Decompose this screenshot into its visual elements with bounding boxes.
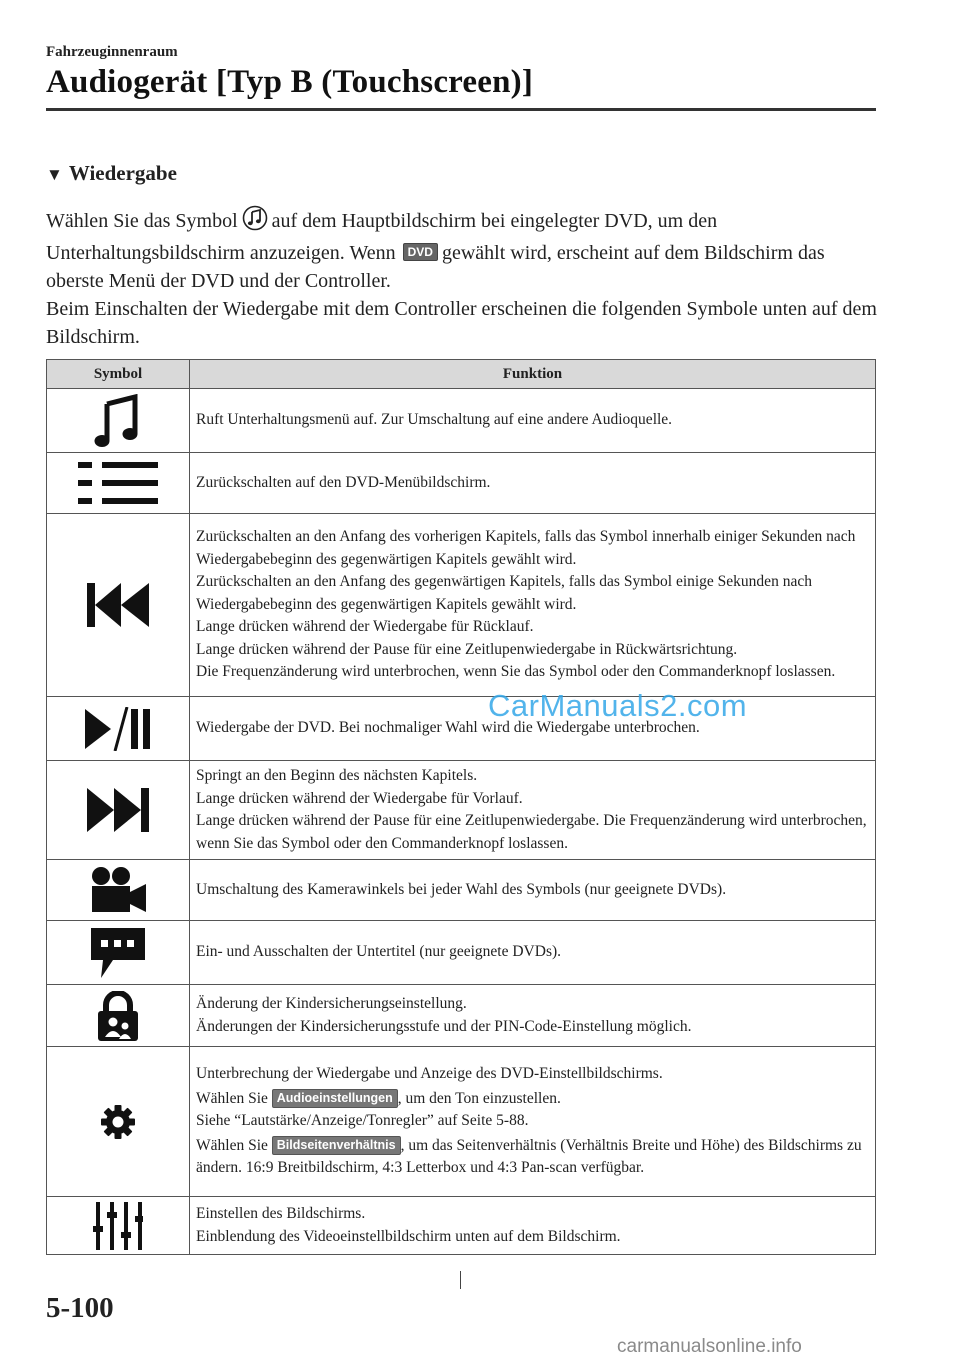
- dvd-button-label: DVD: [403, 243, 438, 261]
- intro-paragraph-1: [46, 205, 886, 295]
- video-camera-icon: [88, 881, 148, 898]
- symbol-column-header: Symbol: [47, 360, 190, 389]
- function-text: Einblendung des Videoeinstellbildschirm unten auf dem Bildschirm.: [196, 1227, 621, 1245]
- function-text-part: Wählen Sie: [196, 1136, 268, 1154]
- function-text: Lange drücken während der Pause für eine Zeitlupenwiedergabe. Die Frequenzänderung wird unterbrochen, wenn Sie das Symbol oder den Commanderknopf loslassen.: [196, 812, 867, 852]
- function-text: Änderungen der Kindersicherungsstufe und der PIN-Code-Einstellung möglich.: [196, 1017, 692, 1035]
- symbol-function-table: [46, 359, 876, 1255]
- symbol-cell: [47, 761, 190, 860]
- function-cell: [190, 761, 876, 860]
- function-text: [196, 1088, 869, 1111]
- intro-paragraph-2: Beim Einschalten der Wiedergabe mit dem Controller erscheinen die folgenden Symbole unten auf dem Bildschirm.: [46, 298, 877, 348]
- function-text: Siehe “Lautstärke/Anzeige/Tonregler” auf Seite 5-88.: [196, 1112, 529, 1130]
- list-menu-icon: [78, 474, 158, 491]
- function-text: Springt an den Beginn des nächsten Kapitels.: [196, 767, 478, 784]
- function-cell: [190, 985, 876, 1047]
- table-row: [47, 985, 876, 1047]
- center-mark: [460, 1271, 461, 1289]
- table-row: [47, 514, 876, 697]
- aspect-ratio-button-label: Bildseitenverhältnis: [272, 1136, 401, 1155]
- function-text: Umschaltung des Kamerawinkels bei jeder Wahl des Symbols (nur geeignete DVDs).: [196, 880, 727, 898]
- gear-icon: [101, 1112, 135, 1129]
- function-text: Wiedergabe der DVD. Bei nochmaliger Wahl wird die Wiedergabe unterbrochen.: [196, 719, 700, 737]
- symbol-cell: [47, 453, 190, 514]
- table-row: [47, 697, 876, 761]
- function-text-part: , um den Ton einzustellen.: [397, 1089, 561, 1107]
- table-header-row: [47, 360, 876, 389]
- watermark-text: CarManuals2.com: [488, 688, 748, 723]
- function-text: Zurückschalten auf den DVD-Menübildschirm.: [196, 473, 491, 491]
- symbol-cell: [47, 514, 190, 697]
- function-text: Änderung der Kindersicherungseinstellung.: [196, 995, 467, 1012]
- symbol-cell: [47, 697, 190, 761]
- function-column-header: Funktion: [190, 360, 876, 389]
- function-text: Lange drücken während der Wiedergabe für Vorlauf.: [196, 789, 523, 807]
- function-text-part: , um das Seitenverhältnis (Verhältnis Breite und Höhe) des Bildschirms zu ändern. 16:9 Breitbildschirm, 4:3 Letterbox und 4:3 Pan-scan verfügbar.: [196, 1136, 862, 1177]
- table-row: [47, 1047, 876, 1197]
- function-cell: [190, 453, 876, 514]
- function-text: Zurückschalten an den Anfang des vorherigen Kapitels, falls das Symbol innerhalb einiger Sekunden nach Wiedergabebeginn des gegenwärtigen Kapitels gewählt wird.: [196, 528, 856, 568]
- function-text: Lange drücken während der Pause für eine Zeitlupenwiedergabe in Rückwärtsrichtung.: [196, 640, 738, 658]
- function-text: Die Frequenzänderung wird unterbrochen, wenn Sie das Symbol oder den Commanderknopf loslassen.: [196, 663, 836, 681]
- function-text: [196, 1135, 869, 1180]
- intro-text-a: Wählen Sie das Symbol: [46, 210, 238, 232]
- symbol-cell: [47, 1197, 190, 1255]
- function-text: Einstellen des Bildschirms.: [196, 1205, 366, 1222]
- function-text: Ein- und Ausschalten der Untertitel (nur geeignete DVDs).: [196, 943, 562, 961]
- title-rule: [46, 108, 876, 111]
- function-cell: [190, 921, 876, 985]
- table-row: [47, 453, 876, 514]
- intro-text-b: auf dem Hauptbildschirm bei eingelegter DVD, um den Unterhaltungsbildschirm anzuzeigen. Wenn: [46, 210, 718, 264]
- function-cell: [190, 1047, 876, 1197]
- table-row: [47, 860, 876, 921]
- triangle-bullet-icon: ▼: [46, 165, 63, 184]
- function-text: Zurückschalten an den Anfang des gegenwärtigen Kapitels, falls das Symbol einige Sekunden nach Wiedergabebeginn des gegenwärtigen Kapitels gewählt wird.: [196, 573, 812, 613]
- table-row: [47, 921, 876, 985]
- table-row: [47, 389, 876, 453]
- function-cell: [190, 514, 876, 697]
- intro-text: [46, 205, 886, 351]
- parental-lock-icon: [96, 1006, 140, 1023]
- page-number: 5-100: [46, 1292, 114, 1324]
- table-row: [47, 1197, 876, 1255]
- section-label: Fahrzeuginnenraum: [46, 44, 178, 60]
- subtitle-icon: [91, 943, 145, 960]
- symbol-cell: [47, 921, 190, 985]
- subheading: [46, 161, 177, 186]
- subheading-text: Wiedergabe: [68, 161, 177, 185]
- function-cell: [190, 1197, 876, 1255]
- symbol-cell: [47, 860, 190, 921]
- symbol-cell: [47, 985, 190, 1047]
- symbol-cell: [47, 389, 190, 453]
- equalizer-sliders-icon: [93, 1216, 143, 1233]
- page-title: Audiogerät [Typ B (Touchscreen)]: [46, 64, 534, 100]
- function-text-part: Wählen Sie: [196, 1089, 268, 1107]
- function-cell: [190, 389, 876, 453]
- symbol-cell: [47, 1047, 190, 1197]
- function-cell: [190, 860, 876, 921]
- function-text: Unterbrechung der Wiedergabe und Anzeige des DVD-Einstellbildschirms.: [196, 1065, 663, 1083]
- intro-text-c: gewählt wird, erscheint auf dem Bildschirm das oberste Menü der DVD und der Controller.: [46, 242, 825, 292]
- function-text: Ruft Unterhaltungsmenü auf. Zur Umschaltung auf eine andere Audioquelle.: [196, 411, 673, 429]
- table-row: [47, 761, 876, 860]
- footer-site-link[interactable]: carmanualsonline.info: [617, 1336, 802, 1357]
- play-pause-icon: [85, 719, 151, 736]
- music-note-circle-icon: [242, 205, 268, 239]
- function-text: Lange drücken während der Wiedergabe für Rücklauf.: [196, 618, 534, 636]
- music-note-icon: [93, 411, 143, 428]
- skip-previous-icon: [87, 596, 149, 613]
- audio-settings-button-label: Audioeinstellungen: [272, 1089, 398, 1108]
- skip-next-icon: [87, 801, 149, 818]
